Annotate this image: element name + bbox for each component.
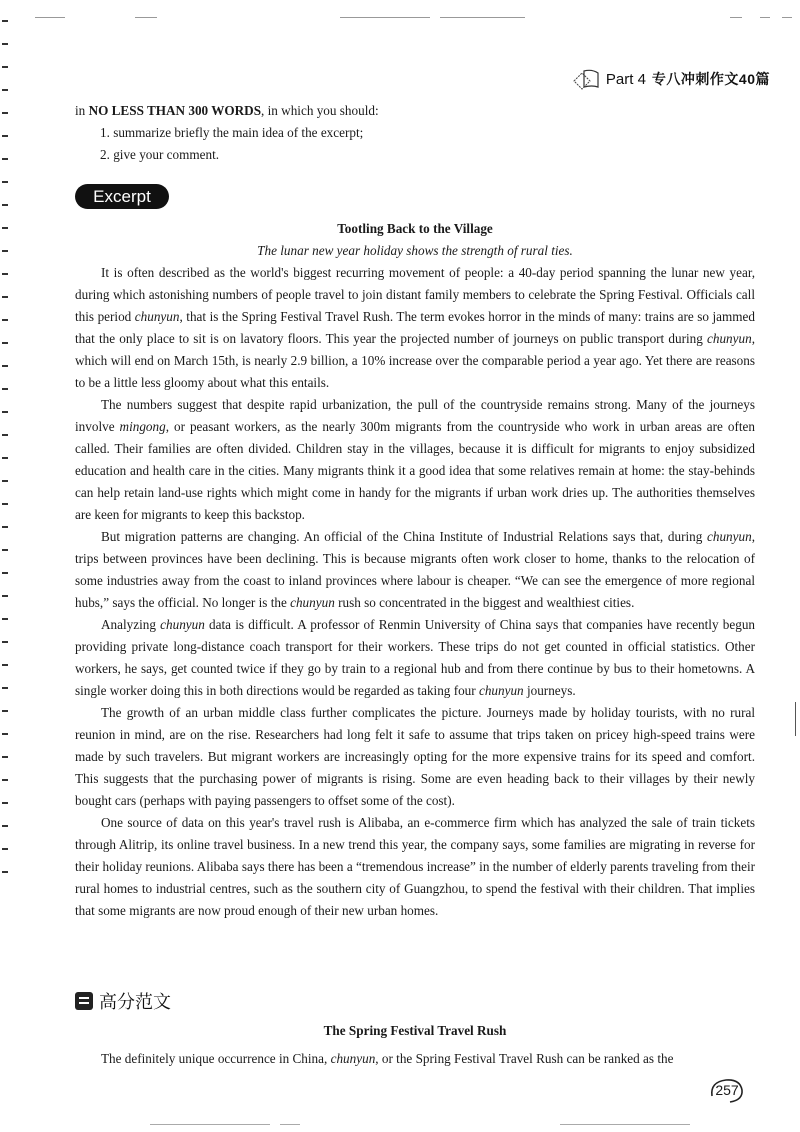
running-header [572,66,770,92]
article-paragraph [75,262,755,394]
essay-line-post: , or the Spring Festival Travel Rush can be ranked as the [375,1051,674,1066]
paragraph-text: rush so concentrated in the biggest and wealthiest cities. [334,595,635,610]
paragraph-text: , trips between provinces have been declining. This is because migrants often work closer to home, thanks to the relocation of some industries away from the coast to inland provinces where labour is cheaper. “We can see the emergence of more regional hubs,” says the official. No longer is the [75,529,755,610]
page-number-text: 257 [715,1082,739,1098]
bottom-scan-lines [0,1124,800,1126]
article-title: Tootling Back to the Village [337,221,493,236]
paragraph-text: The growth of an urban middle class further complicates the picture. Journeys made by holiday tourists, with no rural reunion in mind, are on the rise. Researchers had long felt it safe to assume that trips taken on pricey high-speed trains were made by such travelers. But migrant workers are increasingly opting for the more expensive trains for its speed and comfort. This suggests that the purchasing power of migrants is rising. Some are even heading back to their villages by their newly bought cars (perhaps with paying passengers to offset some of the cost). [75,705,755,808]
top-scan-lines [0,17,800,19]
article-body [75,262,755,922]
paragraph-text: It is often described as the world's biggest recurring movement of people: a 40-day period spanning the lunar new year, during which astonishing numbers of people travel to join distant family members to celebrate the Spring Festival. Officials call this period [75,265,755,324]
essay-line-pre: The definitely unique occurrence in China, [101,1051,331,1066]
model-essay [75,1020,755,1070]
italic-term: mingong [119,419,166,434]
lead-post: , in which you should: [261,103,379,118]
paragraph-text: Analyzing [101,617,161,632]
instructions [75,100,755,166]
italic-term: chunyun [134,309,180,324]
essay-first-line [75,1048,755,1070]
instruction-item: 2. give your comment. [100,147,220,162]
layers-icon [75,992,93,1010]
paragraph-text: , or peasant workers, as the nearly 300m migrants from the countryside who work in urban areas are often called. Their families are often divided. Children stay in the villages, because it is difficult for migrants to enjoy subsidized education and health care in the cities. Many migrants think it a good idea that some relatives remain at home: the stay-behinds can help retain land-use rights which might come in handy for the migrants if urban work dries up. The authorities themselves are keen for migrants to keep this backstop. [75,419,755,522]
paragraph-text: But migration patterns are changing. An official of the China Institute of Industrial Relations says that, during [101,529,708,544]
paragraph-text: One source of data on this year's travel rush is Alibaba, an e-commerce firm which has analyzed the sale of train tickets through Alitrip, its online travel business. In a new trend this year, the company says, some families are migrating in reverse for their holiday reunions. Alibaba says there has been a “tremendous increase” in the number of elderly parents traveling from their rural homes to industrial centres, such as the southern city of Guangzhou, to spend the festival with their children. That implies that some migrants are now proud enough of their new urban homes. [75,815,755,918]
section-title: 专八冲刺作文40篇 [651,71,770,87]
essay-section-label: 高分范文 [99,992,171,1013]
lead-emphasis: NO LESS THAN 300 WORDS [88,103,262,118]
instruction-item: 1. summarize briefly the main idea of the excerpt; [100,125,364,140]
article-paragraph [75,394,755,526]
margin-mark [795,702,796,736]
page-number [706,1074,748,1106]
paragraph-text: The numbers suggest that despite rapid urbanization, the pull of the countryside remains strong. Many of the journeys involve [75,397,755,434]
article-paragraph [75,812,755,922]
lead-pre: in [75,103,89,118]
paragraph-text: data is difficult. A professor of Renmin University of China says that companies have recently begun providing private long-distance coach transport for their workers. These trips do not get counted in official statistics. Other workers, he says, get counted twice if they go by train to a regional hub and from there continue by bus to their hometowns. A single worker doing this in both directions would be regarded as taking four [75,617,756,698]
paragraph-text: , that is the Spring Festival Travel Rush. The term evokes horror in the minds of many: trains are so jammed that the only place to sit is on lavatory floors. This year the projected number of journeys on public transport during [75,309,755,346]
excerpt-badge: Excerpt [75,184,169,209]
italic-term: chunyun [160,617,205,632]
book-logo-icon [572,67,600,91]
italic-term: chunyun [707,529,752,544]
essay-title: The Spring Festival Travel Rush [323,1023,507,1038]
part-label: Part 4 [605,70,646,88]
paragraph-text: , which will end on March 15th, is nearly 2.9 billion, a 10% increase over the comparable period a year ago. Yet there are reasons to be a little less gloomy about what this entails. [75,331,755,390]
essay-section-heading [75,988,171,1014]
article-paragraph [75,614,755,702]
binding-marks [0,0,10,900]
article-paragraph [75,526,755,614]
italic-term: chunyun [707,331,752,346]
excerpt-article [75,218,755,922]
italic-term: chunyun [290,595,335,610]
article-paragraph [75,702,755,812]
italic-term: chunyun [478,683,524,698]
article-subtitle: The lunar new year holiday shows the strength of rural ties. [257,243,573,258]
paragraph-text: journeys. [523,683,576,698]
essay-line-emph: chunyun [330,1051,376,1066]
instruction-lead [75,100,755,122]
